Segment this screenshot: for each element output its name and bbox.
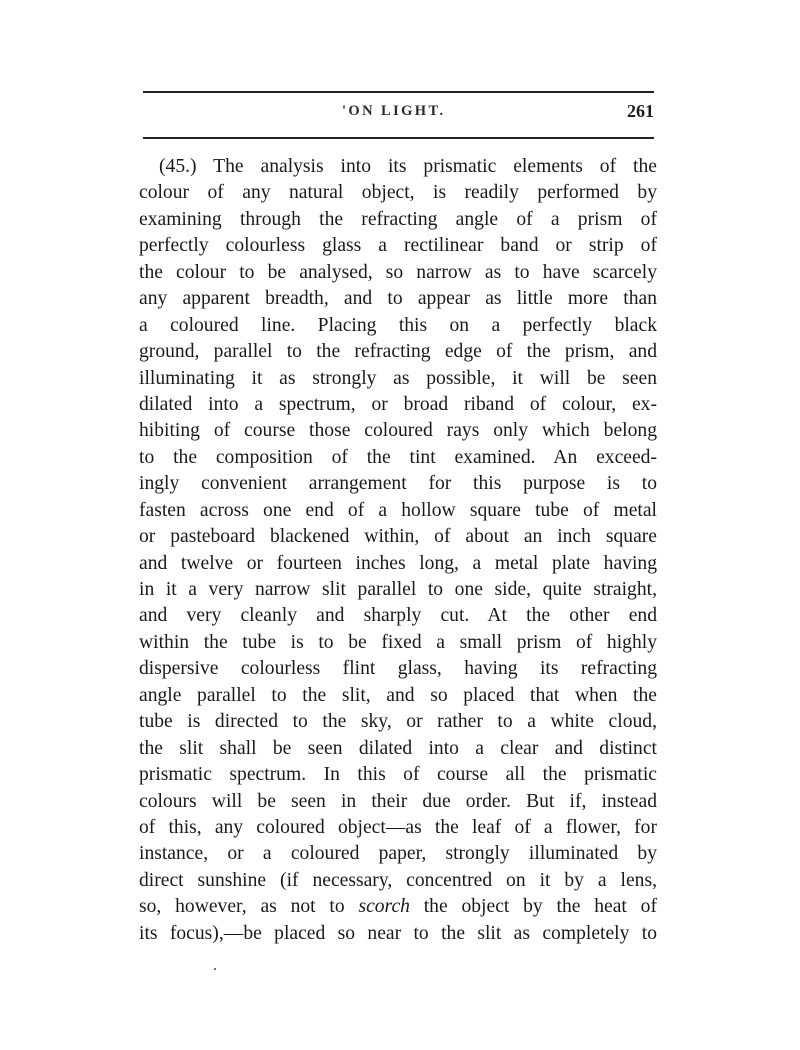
text-line: perfectly colourless glass a rectilinear band or strip of [139,235,657,257]
paper-speck [214,968,216,970]
text-line: tube is directed to the sky, or rather to a white cloud, [139,711,657,733]
text-line: the colour to be analysed, so narrow as to have scarcely [139,261,657,283]
text-line: or pasteboard blackened within, of about an inch square [139,526,657,548]
text-line: examining through the refracting angle of a prism of [139,208,657,230]
text-line: dilated into a spectrum, or broad riband of colour, ex- [139,393,657,415]
text-line: colours will be seen in their due order. But if, instead [139,790,657,812]
text-line: illuminating it as strongly as possible, it will be seen [139,367,657,389]
italic-word: scorch [358,896,410,918]
text-line: direct sunshine (if necessary, concentred on it by a lens, [139,869,657,891]
header-top-rule [143,91,654,93]
text-line: in it a very narrow slit parallel to one side, quite straight, [139,579,657,600]
text-line: and very cleanly and sharply cut. At the other end [139,605,657,627]
text-line: a coloured line. Placing this on a perfectly black [139,314,657,336]
text-line: instance, or a coloured paper, strongly illuminated by [139,843,657,865]
text-line: within the tube is to be fixed a small prism of highly [139,631,657,653]
text-line: hibiting of course those coloured rays only which belong [139,420,657,442]
header-bottom-rule [143,137,654,139]
text-line: ground, parallel to the refracting edge of the prism, and [139,341,657,363]
body-paragraph [139,154,657,947]
text-segment: the object by the heat of [409,896,657,918]
text-line: dispersive colourless flint glass, having its refracting [139,658,657,680]
text-line: any apparent breadth, and to appear as little more than [139,288,657,310]
text-line: prismatic spectrum. In this of course all the prismatic [139,764,657,786]
running-head [0,103,800,127]
page-number: 261 [627,101,654,121]
text-line: its focus),—be placed so near to the slit as completely to [139,922,657,944]
text-line: and twelve or fourteen inches long, a metal plate having [139,552,657,574]
text-line: of this, any coloured object—as the leaf of a flower, for [139,816,657,838]
text-line: angle parallel to the slit, and so placed that when the [139,684,657,706]
running-title: 'ON LIGHT. [342,103,446,119]
text-line: the slit shall be seen dilated into a clear and distinct [139,737,657,759]
text-line-with-italic [139,894,657,920]
text-line: fasten across one end of a hollow square tube of metal [139,499,657,521]
text-line: colour of any natural object, is readily performed by [139,182,657,204]
text-line: to the composition of the tint examined. An exceed- [139,446,657,468]
text-segment: so, however, as not to [139,896,359,918]
text-line: (45.) The analysis into its prismatic elements of the [159,156,657,177]
text-line: ingly convenient arrangement for this purpose is to [139,473,657,495]
